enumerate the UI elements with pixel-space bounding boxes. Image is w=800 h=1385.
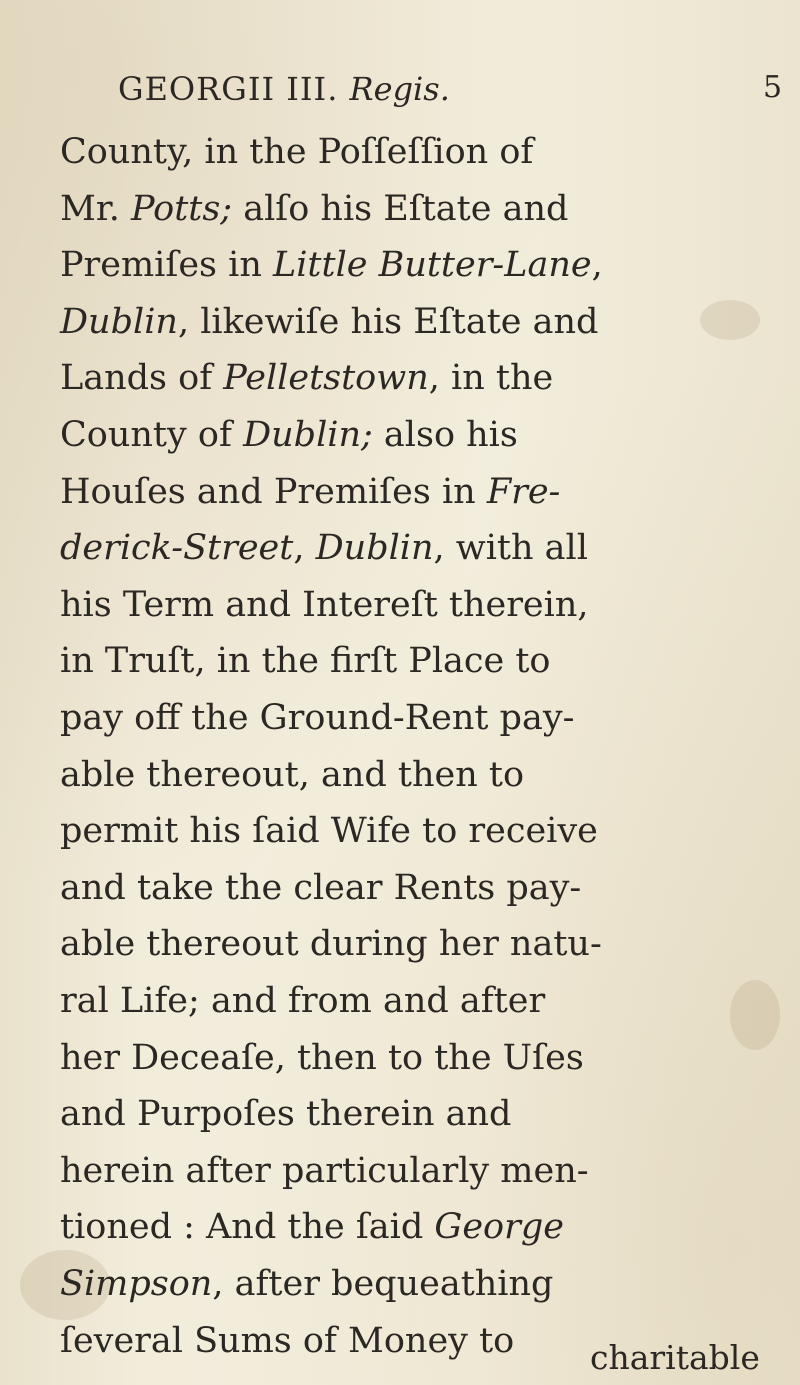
running-title-regis: Regis. bbox=[349, 70, 450, 108]
text-segment: Mr. bbox=[60, 188, 131, 229]
text-segment: able thereout during her natu- bbox=[60, 924, 602, 965]
text-line bbox=[60, 916, 602, 972]
text-line bbox=[60, 1086, 511, 1142]
text-segment: tioned : And the ſaid bbox=[60, 1207, 435, 1248]
text-segment: able thereout, and then to bbox=[60, 754, 525, 795]
italic-text: derick-Street bbox=[60, 528, 294, 569]
text-line bbox=[60, 1199, 564, 1255]
text-segment: and Purpoſes therein and bbox=[60, 1094, 512, 1135]
text-segment: his Term and Intereſt therein, bbox=[60, 584, 589, 625]
text-segment: ral Life; and from and after bbox=[60, 981, 546, 1021]
text-line bbox=[60, 350, 553, 406]
italic-text: Little Butter-Lane bbox=[273, 245, 592, 286]
italic-text: Simpson bbox=[60, 1264, 213, 1304]
text-line bbox=[60, 1143, 589, 1199]
italic-text: Potts; bbox=[130, 188, 233, 229]
text-segment: her Deceaſe, then to the Uſes bbox=[60, 1037, 584, 1078]
text-line bbox=[60, 973, 545, 1029]
running-title bbox=[118, 70, 450, 108]
text-segment: , in the bbox=[428, 358, 554, 399]
paper-stain bbox=[730, 980, 780, 1050]
text-line bbox=[60, 124, 533, 180]
page-number: 5 bbox=[763, 70, 784, 105]
catchword: charitable bbox=[590, 1338, 760, 1377]
italic-text: Pelletstown bbox=[223, 358, 429, 399]
text-segment: ſeveral Sums of Money to bbox=[60, 1320, 515, 1361]
text-line bbox=[60, 1313, 514, 1369]
text-line bbox=[60, 633, 550, 689]
text-line bbox=[60, 803, 598, 859]
text-segment: , with all bbox=[433, 528, 588, 569]
text-line bbox=[60, 860, 581, 916]
text-segment: County of bbox=[60, 415, 244, 455]
text-segment: , after bequeathing bbox=[212, 1264, 554, 1304]
text-segment: permit his ſaid Wife to receive bbox=[60, 811, 598, 852]
text-segment: , bbox=[591, 245, 603, 286]
text-segment: in Truſt, in the firſt Place to bbox=[60, 641, 551, 682]
running-title-text: GEORGII III. bbox=[118, 70, 339, 108]
text-segment: County, in the Poſſeſſion of bbox=[60, 132, 534, 172]
text-line bbox=[60, 577, 589, 633]
text-line bbox=[60, 294, 598, 350]
text-line bbox=[60, 690, 574, 746]
text-line bbox=[60, 237, 603, 293]
running-header bbox=[118, 70, 800, 120]
text-segment: herein after particularly men- bbox=[60, 1150, 589, 1191]
italic-text: Dublin bbox=[315, 528, 434, 569]
text-line bbox=[60, 407, 518, 463]
text-segment: Lands of bbox=[60, 358, 224, 399]
text-line bbox=[60, 747, 524, 803]
italic-text: Fre- bbox=[486, 471, 561, 512]
text-line bbox=[60, 520, 588, 576]
text-segment: also his bbox=[372, 415, 518, 455]
text-line bbox=[60, 464, 560, 520]
text-segment: and take the clear Rents pay- bbox=[60, 867, 582, 908]
text-line bbox=[60, 1256, 553, 1312]
text-segment: , bbox=[293, 528, 316, 569]
text-segment: pay off the Ground-Rent pay- bbox=[60, 698, 575, 738]
italic-text: Dublin; bbox=[243, 415, 373, 455]
text-line bbox=[60, 1030, 584, 1086]
text-segment: Houſes and Premiſes in bbox=[60, 471, 487, 512]
italic-text: George bbox=[434, 1207, 564, 1248]
italic-text: Dublin bbox=[60, 301, 178, 342]
paper-stain bbox=[700, 300, 760, 340]
text-segment: alſo his Eſtate and bbox=[232, 188, 569, 229]
text-line bbox=[60, 181, 568, 237]
text-segment: Premiſes in bbox=[60, 245, 273, 286]
text-segment: , likewiſe his Eſtate and bbox=[177, 301, 599, 342]
